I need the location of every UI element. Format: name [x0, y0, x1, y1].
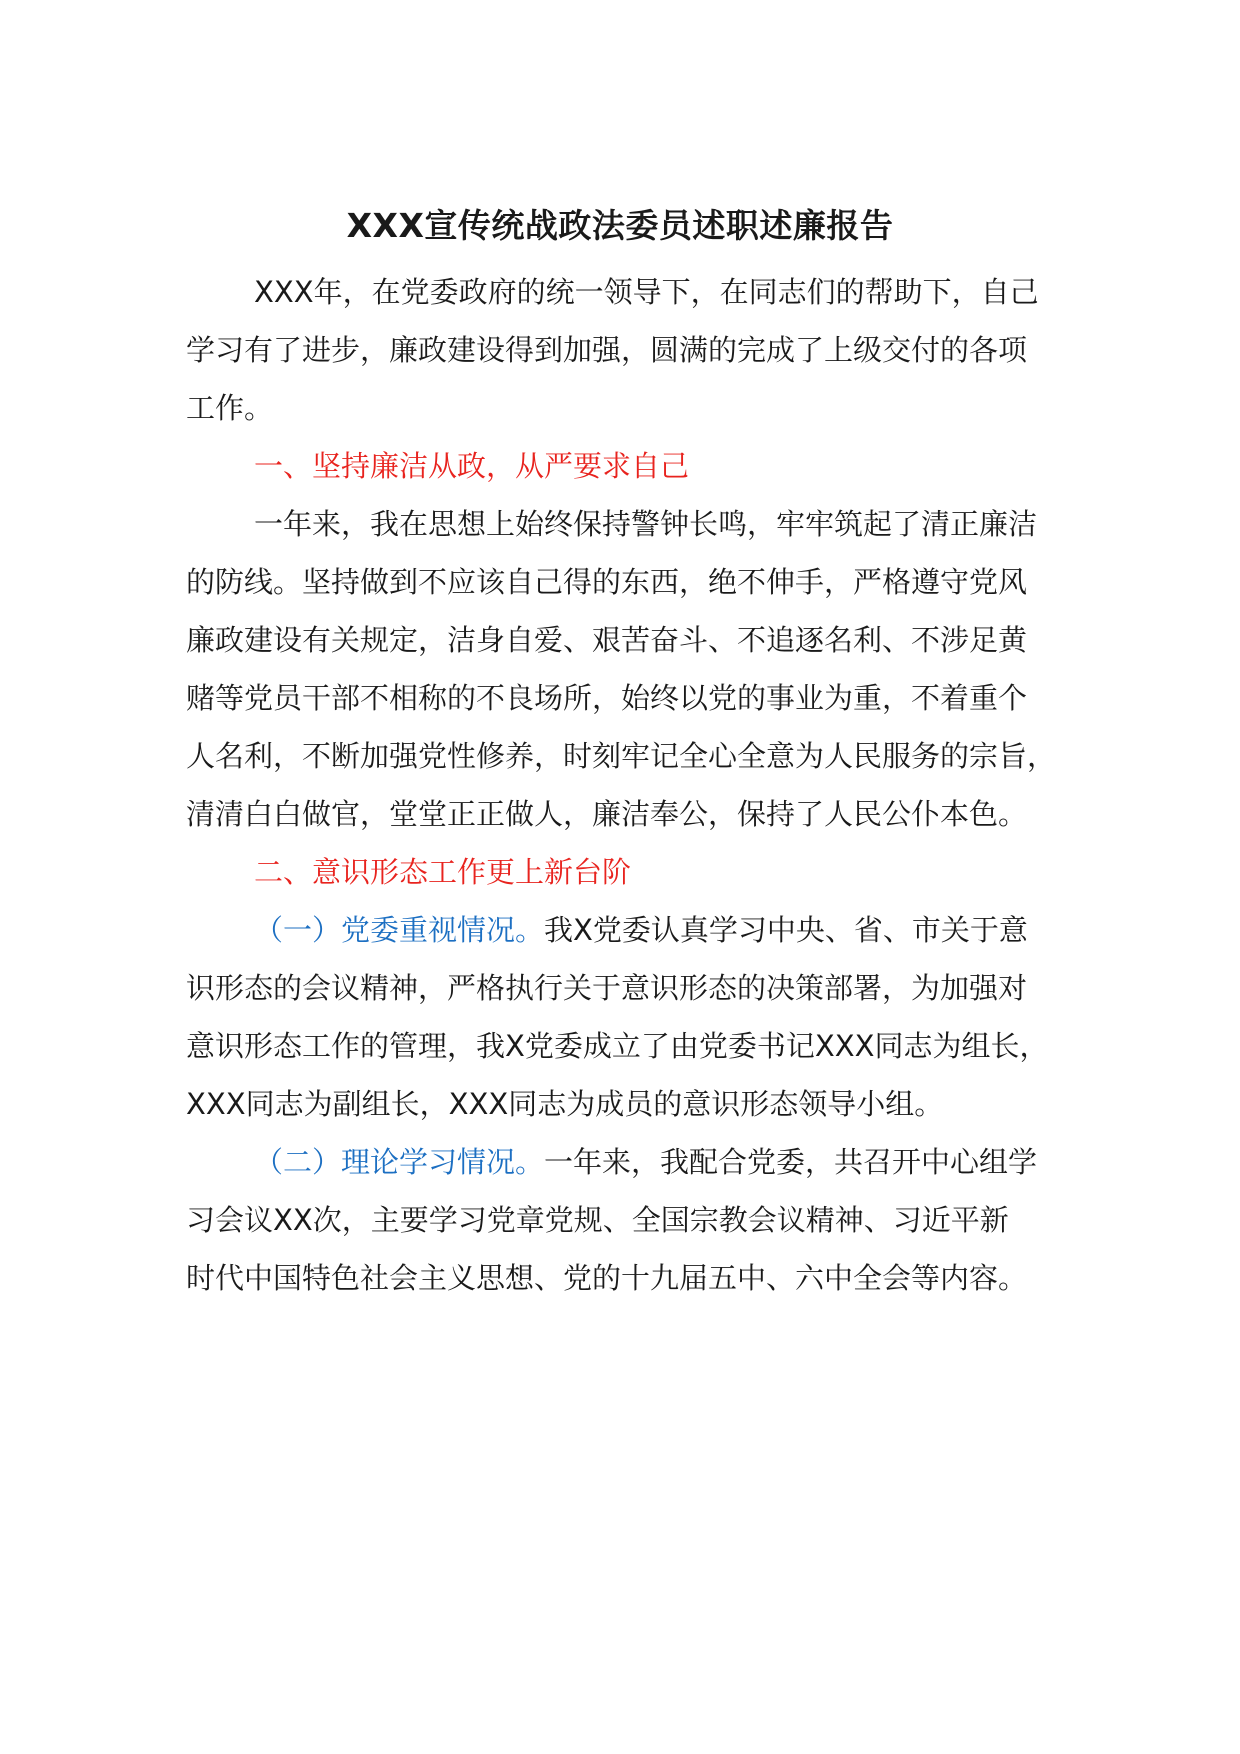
section1-line: 廉政建设有关规定，洁身自爱、艰苦奋斗、不追逐名利、不涉足黄 — [186, 623, 1028, 657]
section1-line: 人名利，不断加强党性修养，时刻牢记全心全意为人民服务的宗旨， — [186, 739, 1057, 773]
subsection1-line: 意识形态工作的管理，我X党委成立了由党委书记XXX同志为组长， — [186, 1029, 1049, 1063]
subsection-heading-1: （一）党委重视情况。 — [254, 913, 545, 947]
section-heading-1: 一、坚持廉洁从政，从严要求自己 — [254, 449, 690, 483]
section-heading-2: 二、意识形态工作更上新台阶 — [254, 855, 632, 889]
section1-line: 赌等党员干部不相称的不良场所，始终以党的事业为重，不着重个 — [186, 681, 1028, 715]
subsection-1-first-line — [254, 910, 1028, 950]
section1-line: 的防线。坚持做到不应该自己得的东西，绝不伸手，严格遵守党风 — [186, 565, 1028, 599]
intro-line: 学习有了进步，廉政建设得到加强，圆满的完成了上级交付的各项 — [186, 333, 1028, 367]
subsection-1-text: 我X党委认真学习中央、省、市关于意 — [544, 913, 1028, 947]
subsection1-line: XXX同志为副组长，XXX同志为成员的意识形态领导小组。 — [186, 1087, 944, 1121]
document-title: XXX宣传统战政法委员述职述廉报告 — [346, 206, 894, 245]
intro-line: XXX年，在党委政府的统一领导下，在同志们的帮助下，自己 — [254, 275, 1039, 309]
subsection-2-text: 一年来，我配合党委，共召开中心组学 — [544, 1145, 1038, 1179]
intro-line: 工作。 — [186, 391, 274, 425]
subsection2-line: 时代中国特色社会主义思想、党的十九届五中、六中全会等内容。 — [186, 1261, 1028, 1295]
subsection1-line: 识形态的会议精神，严格执行关于意识形态的决策部署，为加强对 — [186, 971, 1028, 1005]
section1-line: 一年来，我在思想上始终保持警钟长鸣，牢牢筑起了清正廉洁 — [254, 507, 1038, 541]
subsection2-line: 习会议XX次，主要学习党章党规、全国宗教会议精神、习近平新 — [186, 1203, 1009, 1237]
subsection-heading-2: （二）理论学习情况。 — [254, 1145, 545, 1179]
subsection-2-first-line — [254, 1142, 1037, 1182]
section1-line: 清清白白做官，堂堂正正做人，廉洁奉公，保持了人民公仆本色。 — [186, 797, 1028, 831]
